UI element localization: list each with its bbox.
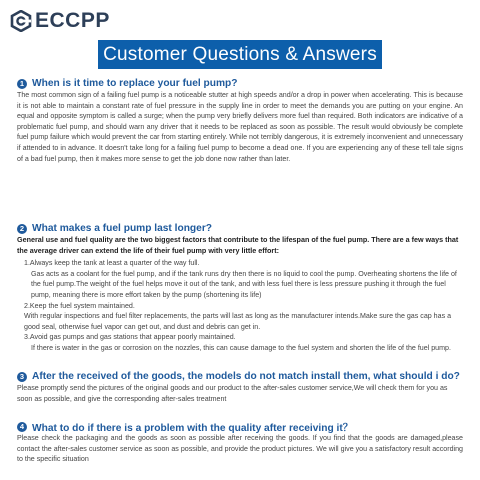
tip-detail: If there is water in the gas or corrosion on the nozzles, this can cause damage to the fuel system and shorten the life of the fuel pump. [31, 343, 451, 352]
question-text: What to do if there is a problem with the quality after receiving it？ [32, 423, 353, 434]
question-text: When is it time to replace your fuel pump? [32, 78, 238, 89]
question-text: What makes a fuel pump last longer? [32, 223, 213, 234]
qa-section-2 [17, 222, 463, 354]
question-number-badge: 2 [17, 224, 27, 234]
hexagon-logo-icon [10, 10, 32, 32]
question-heading [17, 222, 463, 235]
answer-text: Please promptly send the pictures of the original goods and our product to the after-sales customer service,We will check them for you as soon as possible, and give the corresponding after-sales treatment [17, 384, 448, 403]
tip-title: 1.Always keep the tank at least a quarter of the way full. [24, 259, 200, 268]
question-number-badge: 3 [17, 372, 27, 382]
brand-name: ECCPP [35, 9, 110, 32]
qa-section-3 [17, 370, 463, 404]
question-heading [17, 370, 463, 383]
page-title-banner: Customer Questions & Answers [98, 40, 382, 69]
qa-section-4 [17, 420, 463, 465]
qa-section-1 [17, 77, 463, 164]
tip-title: 3.Avoid gas pumps and gas stations that appear poorly maintained. [24, 333, 236, 342]
tip-detail: With regular inspections and fuel filter replacements, the parts will last as long as the manufacturer intends.Make sure the gas cap has a good seal, otherwise fuel vapor can get out, and dust and debris can get in. [24, 312, 452, 331]
answer-text: The most common sign of a failing fuel pump is a noticeable stutter at high speeds and/or a drop in power when accelerating. This is because it is not able to maintain a constant rate of fuel pressure in the supply line in order to meet the demands you are putting on your engine. An equal and opposite symptom is called a surge; when the pump very briefly delivers more fuel than required. Both indicators are indicative of a problematic fuel pump, and should warn any driver that it needs to be replaced as soon as possible. The result would obviously be complete fuel pump failure which would prevent the car from starting entirely. While not terribly dangerous, it is extremely inconvenient and unnecessary if attended to in advance. It doesn't take long for a failing fuel pump to become a dead one. If you are experiencing any of these tell tale signs of a bad fuel pump, then it makes more sense to get the job done now rather than later. [17, 91, 463, 163]
question-number-badge: 4 [17, 422, 27, 432]
tip-title: 2.Keep the fuel system maintained. [24, 301, 135, 310]
brand-logo [10, 8, 110, 34]
answer-text: Please check the packaging and the goods as soon as possible after receiving the goods. If you find that the goods are damaged,please contact the after-sales customer service as soon as possible, and provide the product pictures. We will give you a satisfactory result according to the specific situation [17, 434, 463, 464]
question-text: After the received of the goods, the models do not match install them, what should i do? [32, 371, 460, 382]
question-heading [17, 420, 463, 433]
question-heading [17, 77, 463, 90]
tip-detail: Gas acts as a coolant for the fuel pump, and if the tank runs dry then there is no liquid to cool the pump. Overheating shortens the life of the fuel pump.The weight of the fuel helps move it out of the tank, and with less fuel there is less pressure pushing it through the fuel pump, meaning there is more effort taken by the pump (shortening its life) [31, 269, 457, 299]
question-number-badge: 1 [17, 79, 27, 89]
answer-intro: General use and fuel quality are the two biggest factors that contribute to the lifespan of the fuel pump. There are a few ways that the average driver can extend the life of their fuel pump with very little effort: [17, 235, 459, 255]
